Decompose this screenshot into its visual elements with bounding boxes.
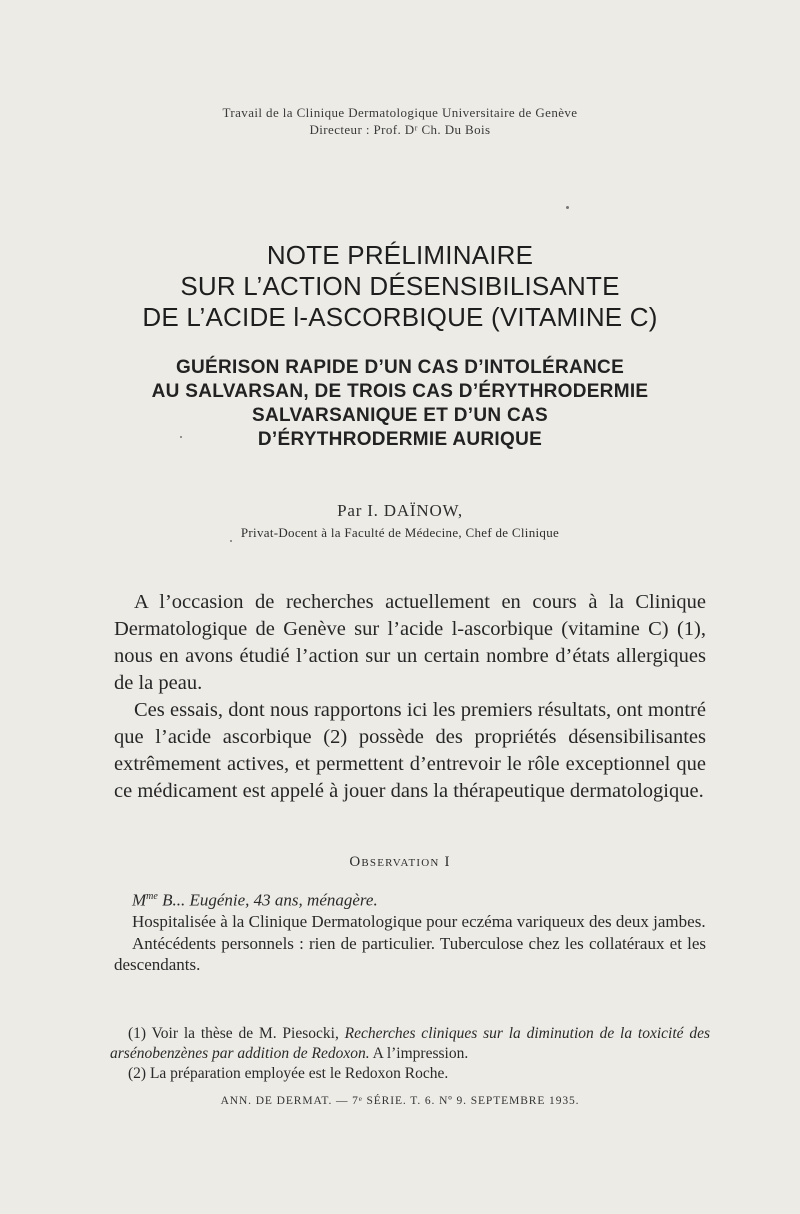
patient-title: M (132, 890, 147, 910)
body-paragraph-1: A l’occasion de recherches actuellement en cours à la Clinique Dermatologique de Genève sur l’acide l-ascorbique (vitamine C) (1), nous en avons étudié l’action sur un certain nombre d’états allergiques de la peau. (114, 591, 706, 694)
paper-speck (230, 540, 232, 542)
subtitle-line-3: SALVARSANIQUE ET D’UN CAS (251, 405, 549, 426)
footnote-1-title: Recherches cliniques sur la diminution de la toxicité des arsénobenzènes par addition de Redoxon. (110, 1025, 710, 1062)
article-title (0, 240, 800, 333)
author-block (0, 500, 800, 542)
footnote-2: (2) La préparation employée est le Redoxon Roche. (128, 1065, 449, 1082)
institution-header (0, 104, 800, 138)
title-line-1: NOTE PRÉLIMINAIRE (266, 240, 534, 270)
subtitle-line-2: AU SALVARSAN, DE TROIS CAS D’ÉRYTHRODERMIE (151, 381, 649, 402)
footnote-1-tail: A l’impression. (369, 1045, 469, 1062)
footnote-1 (110, 1024, 710, 1064)
footnote-1-lead: (1) Voir la thèse de M. Piesocki, (128, 1025, 345, 1042)
title-line-2: SUR L’ACTION DÉSENSIBILISANTE (180, 271, 620, 301)
paper-speck (180, 436, 182, 438)
paper-speck (566, 206, 569, 209)
patient-details: B... Eugénie, 43 ans, ménagère. (157, 890, 378, 910)
subtitle-line-1: GUÉRISON RAPIDE D’UN CAS D’INTOLÉRANCE (175, 357, 625, 378)
title-line-3: DE L’ACIDE l-ASCORBIQUE (VITAMINE C) (142, 302, 658, 332)
author-name: Par I. DAÏNOW, (337, 501, 463, 520)
case-paragraph-1: Hospitalisée à la Clinique Dermatologique pour eczéma variqueux des deux jambes. (132, 912, 706, 932)
header-line-1: Travail de la Clinique Dermatologique Universitaire de Genève (222, 105, 578, 120)
header-line-2: Directeur : Prof. Dʳ Ch. Du Bois (309, 122, 491, 137)
patient-title-sup: me (146, 891, 158, 902)
case-paragraph-2: Antécédents personnels : rien de particulier. Tuberculose chez les collatéraux et les descendants. (114, 933, 706, 975)
body-paragraph-2: Ces essais, dont nous rapportons ici les premiers résultats, ont montré que l’acide ascorbique (2) possède des propriétés désensibilisantes extrêmement actives, et permettent d’entrevoir le rôle exceptionnel que ce médicament est appelé à jouer dans la thérapeutique dermatologique. (114, 699, 706, 802)
patient-line (114, 886, 706, 911)
article-body (114, 589, 706, 805)
observation-heading: Observation I (349, 854, 451, 870)
footnotes (110, 1024, 710, 1084)
subtitle-line-4: D’ÉRYTHRODERMIE AURIQUE (257, 429, 543, 450)
author-affiliation: Privat-Docent à la Faculté de Médecine, Chef de Clinique (240, 525, 560, 540)
observation-case (114, 886, 706, 976)
journal-citation: ANN. DE DERMAT. — 7ᵉ SÉRIE. T. 6. Nº 9. SEPTEMBRE 1935. (220, 1095, 580, 1107)
article-subtitle (0, 356, 800, 452)
